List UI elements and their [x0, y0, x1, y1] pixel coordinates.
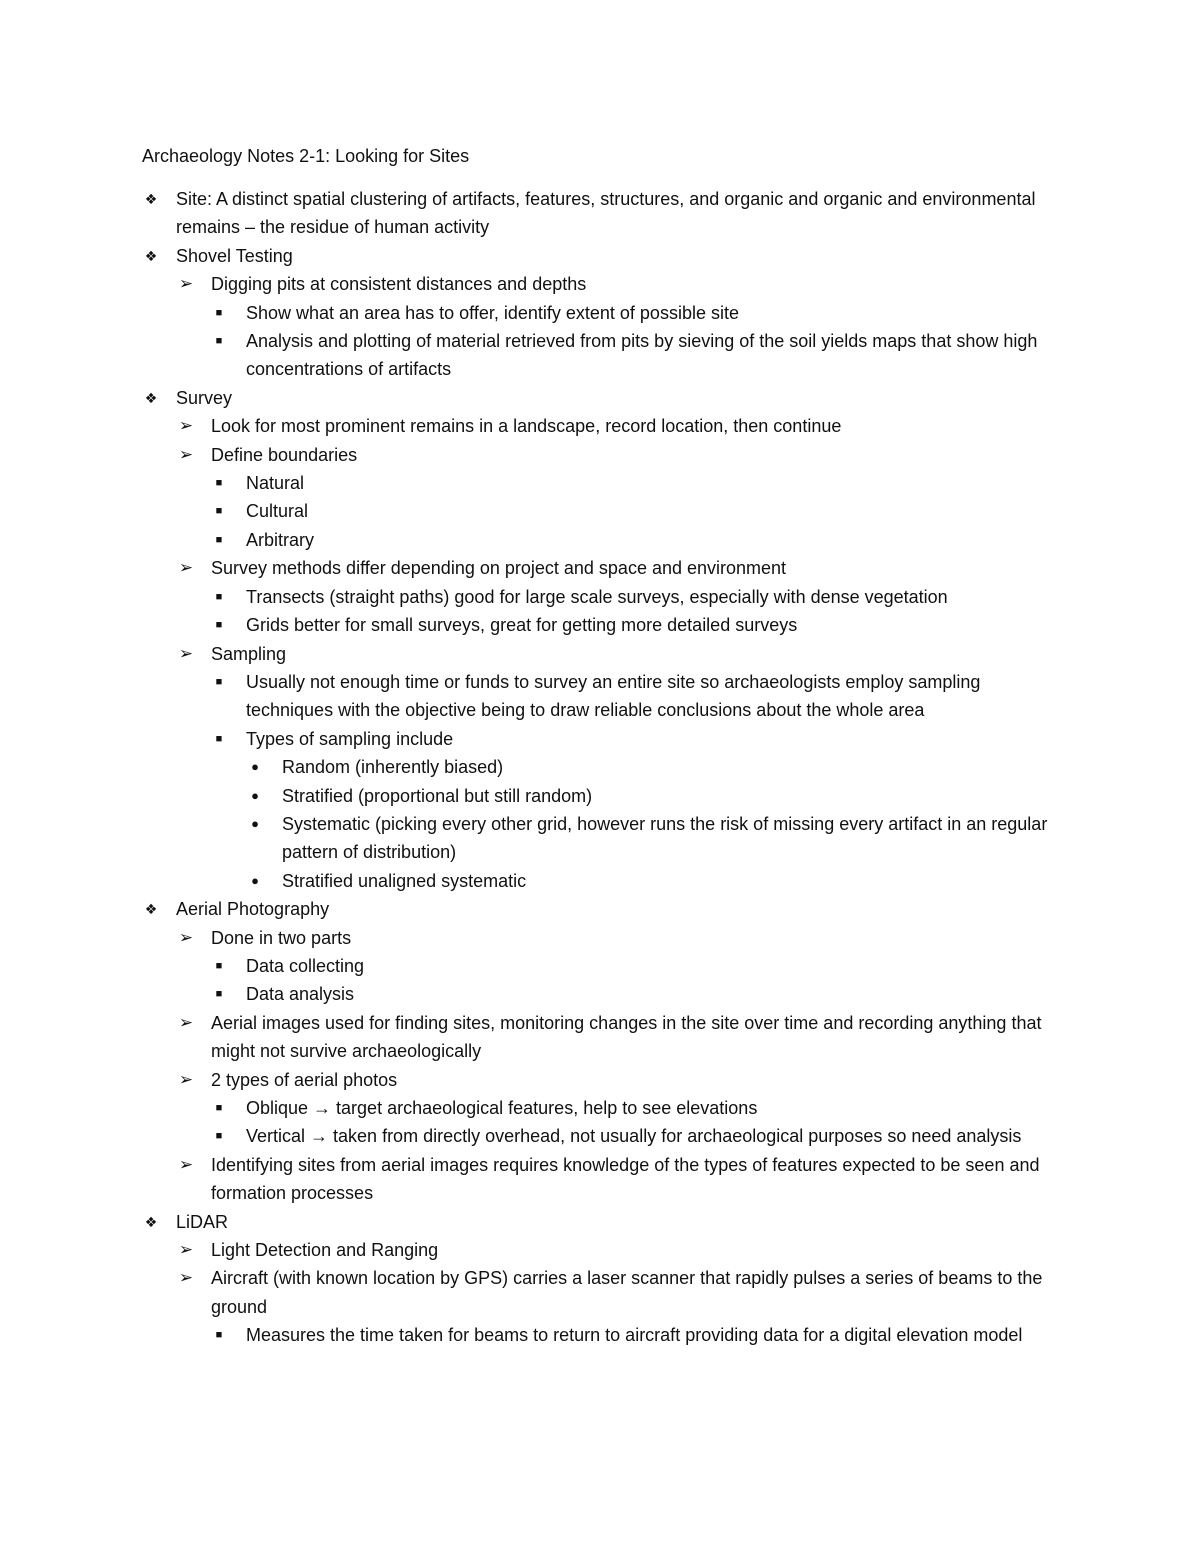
square-bullet-icon: ■ [215, 1130, 223, 1143]
square-bullet-icon: ■ [215, 306, 223, 319]
diamond-bullet-icon: ❖ [144, 389, 158, 406]
outline-item-level-3 [0, 497, 1066, 525]
arrow-bullet-icon: ➢ [178, 444, 194, 464]
diamond-bullet-icon: ❖ [144, 247, 158, 264]
outline-item-text: Natural [246, 473, 305, 494]
outline-item-text: Usually not enough time or funds to survey an entire site so archaeologists employ sampling techniques with the objective being to draw reliable conclusions about the whole area [246, 671, 981, 721]
outline-item-level-1 [0, 185, 1056, 242]
outline-item-level-3 [0, 668, 1066, 725]
outline-item-text: Survey [176, 387, 233, 408]
square-bullet-icon: ■ [215, 988, 223, 1001]
outline-item-level-3 [0, 611, 1066, 639]
outline-item-level-4 [0, 753, 1072, 781]
square-bullet-icon: ■ [215, 505, 223, 518]
square-bullet-icon: ■ [215, 533, 223, 546]
outline-item-level-2 [0, 640, 1061, 668]
outline-item-level-2 [0, 1009, 1061, 1066]
outline-item-text: Data analysis [246, 984, 355, 1005]
outline-item-level-2 [0, 441, 1061, 469]
diamond-bullet-icon: ❖ [144, 901, 158, 918]
outline-item-text: Sampling [211, 643, 287, 664]
outline-item-text: Oblique → target archaeological features, help to see elevations [246, 1098, 758, 1118]
outline-item-text: Identifying sites from aerial images requires knowledge of the types of features expected to be seen and formation processes [211, 1154, 1040, 1204]
square-bullet-icon: ■ [215, 477, 223, 490]
dot-bullet-icon: ● [251, 815, 259, 831]
outline-item-level-2 [0, 412, 1061, 440]
square-bullet-icon: ■ [215, 959, 223, 972]
outline-item-text: Done in two parts [211, 927, 352, 948]
outline-item-text: Shovel Testing [176, 245, 293, 266]
outline-item-text: Data collecting [246, 955, 365, 976]
notes-outline [0, 185, 1200, 1350]
outline-item-text: LiDAR [176, 1211, 229, 1232]
outline-item-level-3 [0, 526, 1066, 554]
outline-item-level-2 [0, 270, 1061, 298]
outline-item-text: Stratified unaligned systematic [282, 870, 527, 891]
outline-item-level-3 [0, 583, 1066, 611]
outline-item-text: Site: A distinct spatial clustering of artifacts, features, structures, and organic and organic and environmental remains – the residue of human activity [176, 189, 1036, 238]
outline-item-level-2 [0, 1151, 1061, 1208]
arrow-bullet-icon: ➢ [178, 1268, 194, 1288]
outline-item-level-3 [0, 1321, 1066, 1349]
arrow-bullet-icon: ➢ [178, 1240, 194, 1260]
outline-item-level-2 [0, 1236, 1061, 1264]
outline-item-text: Grids better for small surveys, great for getting more detailed surveys [246, 615, 798, 636]
square-bullet-icon: ■ [215, 590, 223, 603]
outline-item-level-3 [0, 1122, 1066, 1150]
arrow-bullet-icon: ➢ [178, 274, 194, 294]
arrow-bullet-icon: ➢ [178, 416, 194, 436]
outline-item-level-2 [0, 554, 1061, 582]
dot-bullet-icon: ● [251, 872, 259, 888]
outline-item-text: Survey methods differ depending on project and space and environment [211, 558, 787, 579]
document-title: Archaeology Notes 2-1: Looking for Sites [142, 146, 470, 166]
square-bullet-icon: ■ [215, 619, 223, 632]
outline-item-text: Digging pits at consistent distances and depths [211, 274, 587, 295]
arrow-bullet-icon: ➢ [178, 558, 194, 578]
outline-item-level-3 [0, 327, 1066, 384]
dot-bullet-icon: ● [251, 787, 259, 803]
outline-item-text: Stratified (proportional but still random) [282, 785, 593, 806]
outline-item-text: Aircraft (with known location by GPS) carries a laser scanner that rapidly pulses a series of beams to the ground [211, 1268, 1043, 1317]
outline-item-text: Transects (straight paths) good for large scale surveys, especially with dense vegetation [246, 586, 948, 607]
outline-item-text: Measures the time taken for beams to return to aircraft providing data for a digital elevation model [246, 1325, 1023, 1346]
square-bullet-icon: ■ [215, 335, 223, 348]
outline-item-level-3 [0, 469, 1066, 497]
diamond-bullet-icon: ❖ [144, 1213, 158, 1230]
square-bullet-icon: ■ [215, 1329, 223, 1342]
outline-item-level-2 [0, 1066, 1061, 1094]
outline-item-level-3 [0, 980, 1066, 1008]
outline-item-text: Aerial Photography [176, 899, 330, 920]
outline-item-text: Show what an area has to offer, identify extent of possible site [246, 302, 739, 323]
outline-item-text: Systematic (picking every other grid, however runs the risk of missing every artifact in an regular pattern of distribution) [282, 813, 1048, 863]
outline-item-text: Look for most prominent remains in a landscape, record location, then continue [211, 416, 842, 437]
arrow-bullet-icon: ➢ [178, 1069, 194, 1089]
outline-item-text: Random (inherently biased) [282, 757, 504, 778]
outline-item-level-1 [0, 1208, 1056, 1236]
outline-item-level-4 [0, 782, 1072, 810]
outline-item-level-1 [0, 895, 1056, 923]
outline-item-level-4 [0, 867, 1072, 895]
outline-item-text: Vertical → taken from directly overhead, not usually for archaeological purposes so need analysis [246, 1126, 1022, 1147]
outline-item-text: Arbitrary [246, 529, 315, 550]
outline-item-text: Aerial images used for finding sites, monitoring changes in the site over time and recording anything that might not survive archaeologically [211, 1012, 1042, 1062]
outline-item-text: Define boundaries [211, 444, 358, 465]
outline-item-level-1 [0, 384, 1056, 412]
square-bullet-icon: ■ [215, 1102, 223, 1114]
outline-item-text: 2 types of aerial photos [211, 1069, 398, 1090]
dot-bullet-icon: ● [251, 759, 259, 775]
outline-item-text: Types of sampling include [246, 728, 454, 749]
outline-item-level-3 [0, 299, 1066, 327]
diamond-bullet-icon: ❖ [144, 191, 158, 207]
square-bullet-icon: ■ [215, 732, 223, 745]
arrow-bullet-icon: ➢ [178, 927, 194, 947]
outline-item-level-1 [0, 242, 1056, 270]
outline-item-level-3 [0, 952, 1066, 980]
outline-item-text: Cultural [246, 501, 309, 522]
outline-item-level-3 [0, 725, 1066, 753]
arrow-bullet-icon: ➢ [178, 643, 194, 663]
square-bullet-icon: ■ [215, 675, 223, 688]
arrow-bullet-icon: ➢ [178, 1154, 194, 1174]
outline-item-level-3 [0, 1094, 1066, 1122]
outline-item-level-2 [0, 924, 1061, 952]
arrow-bullet-icon: ➢ [178, 1012, 194, 1032]
outline-item-text: Analysis and plotting of material retrieved from pits by sieving of the soil yields maps that show high concentrations of artifacts [246, 331, 1038, 380]
outline-item-level-4 [0, 810, 1072, 867]
outline-item-text: Light Detection and Ranging [211, 1240, 439, 1261]
outline-item-level-2 [0, 1264, 1061, 1321]
